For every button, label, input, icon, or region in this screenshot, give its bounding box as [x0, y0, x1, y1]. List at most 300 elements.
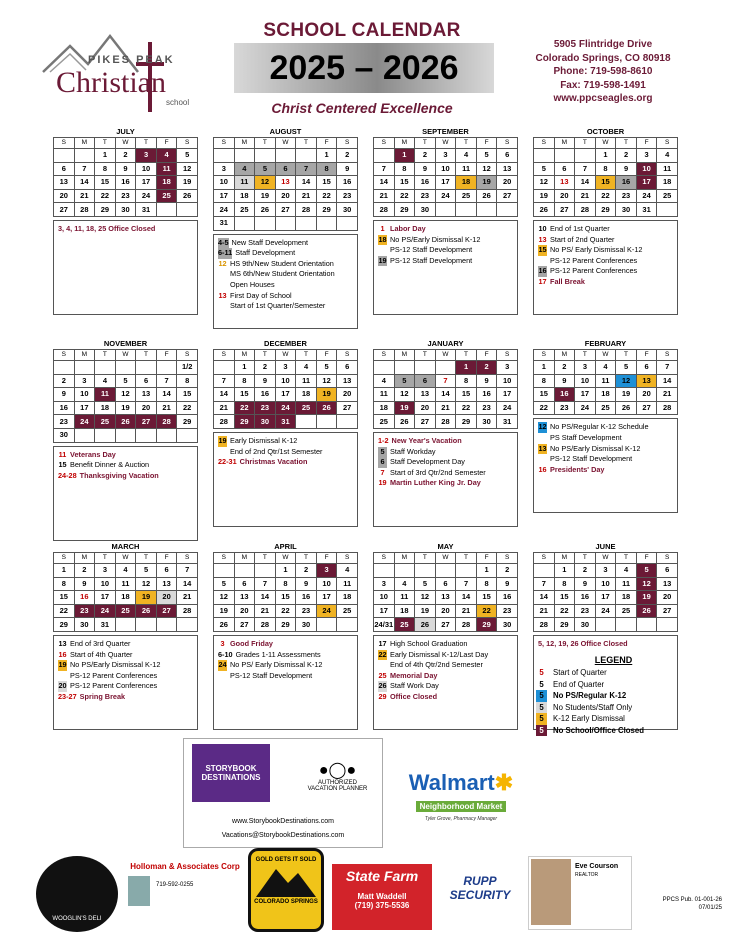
week-row	[534, 203, 678, 217]
day-cell: 20	[275, 189, 296, 203]
day-cell: 24/31	[374, 618, 395, 632]
weekday-header: T	[136, 350, 157, 361]
note-text: Open Houses	[230, 279, 275, 289]
day-cell: 19	[316, 388, 337, 402]
day-cell: 23	[255, 401, 276, 415]
day-cell: 29	[394, 203, 415, 217]
week-row	[534, 162, 678, 176]
day-cell	[214, 361, 235, 375]
day-cell: 6	[657, 564, 678, 578]
note-line	[58, 471, 193, 482]
note-line	[538, 245, 673, 256]
day-cell: 2	[74, 564, 95, 578]
day-cell	[374, 149, 395, 163]
day-cell: 4	[296, 361, 317, 375]
note-date: 19	[378, 255, 387, 265]
day-cell	[296, 216, 317, 230]
note-line	[58, 460, 193, 471]
day-cell: 15	[456, 388, 477, 402]
day-cell: 27	[54, 203, 75, 217]
day-cell: 28	[456, 618, 477, 632]
weekday-header: T	[136, 553, 157, 564]
week-row	[214, 388, 358, 402]
day-cell	[115, 428, 136, 442]
month-february	[533, 338, 678, 513]
day-cell: 21	[534, 604, 555, 618]
storybook-email[interactable]: Vacations@StorybookDestinations.com	[221, 832, 345, 839]
day-cell: 7	[214, 374, 235, 388]
week-row	[374, 149, 518, 163]
day-cell: 6	[415, 374, 436, 388]
day-cell: 16	[54, 401, 75, 415]
week-row	[214, 361, 358, 375]
month-january	[373, 338, 518, 527]
day-cell: 12	[476, 162, 497, 176]
day-cell: 8	[456, 374, 477, 388]
day-cell	[636, 618, 657, 632]
day-cell: 13	[136, 388, 157, 402]
day-cell	[234, 149, 255, 163]
week-row	[54, 149, 198, 163]
year-text: 2025 – 2026	[269, 48, 459, 87]
weekday-header: T	[575, 138, 596, 149]
day-cell: 11	[337, 577, 358, 591]
weekday-header: W	[115, 138, 136, 149]
note-date: 7	[380, 467, 385, 477]
day-cell: 7	[255, 577, 276, 591]
month-name: AUGUST	[269, 127, 302, 136]
day-cell: 12	[394, 388, 415, 402]
weekday-header: W	[595, 553, 616, 564]
day-cell: 29	[476, 618, 497, 632]
walmart-sub: Neighborhood Market	[416, 801, 507, 812]
note-date: 15	[538, 245, 547, 255]
week-row	[214, 415, 358, 429]
note-text: No PS/Early Dismissal K-12	[70, 660, 161, 670]
day-cell: 5	[115, 374, 136, 388]
day-cell: 13	[156, 577, 177, 591]
legend-swatch: 5	[536, 702, 547, 714]
weekday-header: S	[497, 553, 518, 564]
day-cell: 16	[255, 388, 276, 402]
disney-line1: AUTHORIZED	[318, 780, 357, 786]
day-cell	[255, 216, 276, 230]
day-cell: 8	[394, 162, 415, 176]
note-date: 26	[378, 681, 387, 691]
day-cell: 22	[456, 401, 477, 415]
month-notes	[533, 220, 678, 315]
day-cell: 25	[156, 189, 177, 203]
day-cell: 20	[234, 604, 255, 618]
month-name: OCTOBER	[586, 127, 625, 136]
day-cell: 19	[476, 176, 497, 190]
month-september	[373, 126, 518, 315]
note-text: Grades 1-11 Assessments	[235, 649, 321, 659]
day-cell: 7	[575, 162, 596, 176]
note-text: PS-12 Staff Development	[390, 245, 473, 255]
week-row	[54, 591, 198, 605]
weekday-header: S	[54, 553, 75, 564]
day-cell: 30	[74, 618, 95, 632]
month-notes	[373, 635, 518, 730]
week-row	[374, 591, 518, 605]
day-cell: 29	[177, 415, 198, 429]
weekday-header: S	[214, 138, 235, 149]
note-line	[218, 436, 353, 447]
day-cell: 10	[214, 176, 235, 190]
note-date: 15	[58, 460, 67, 470]
day-cell: 13	[636, 374, 657, 388]
day-cell: 26	[115, 415, 136, 429]
day-cell: 19	[115, 401, 136, 415]
month-table	[53, 552, 198, 632]
day-cell: 9	[476, 374, 497, 388]
day-cell: 23	[497, 604, 518, 618]
legend-label: No Students/Staff Only	[553, 702, 633, 712]
week-row	[534, 577, 678, 591]
weekday-header: S	[534, 350, 555, 361]
note-line	[58, 692, 193, 703]
day-cell: 12	[136, 577, 157, 591]
legend-rows	[536, 667, 691, 736]
weekday-header: S	[374, 138, 395, 149]
note-line	[538, 454, 673, 465]
note-date: 12	[538, 422, 547, 432]
note-date: 23-27	[58, 691, 77, 701]
weekday-header: T	[95, 138, 116, 149]
day-cell: 13	[435, 591, 456, 605]
weekday-header: T	[456, 138, 477, 149]
day-cell: 22	[534, 401, 555, 415]
day-cell: 6	[156, 564, 177, 578]
day-cell	[296, 149, 317, 163]
day-cell: 14	[435, 388, 456, 402]
month-notes	[213, 432, 358, 527]
day-cell	[95, 361, 116, 375]
storybook-line2: DESTINATIONS	[201, 773, 261, 782]
weekday-header: T	[136, 138, 157, 149]
week-row	[54, 577, 198, 591]
day-cell	[115, 618, 136, 632]
weekday-header: M	[74, 138, 95, 149]
day-cell: 24	[497, 401, 518, 415]
day-cell: 22	[177, 401, 198, 415]
week-row	[214, 618, 358, 632]
day-cell: 24	[74, 415, 95, 429]
note-line	[378, 468, 513, 479]
day-cell: 14	[74, 176, 95, 190]
day-cell: 18	[95, 401, 116, 415]
day-cell: 3	[316, 564, 337, 578]
week-row	[214, 149, 358, 163]
day-cell: 1	[554, 564, 575, 578]
weekday-header: F	[636, 350, 657, 361]
note-text: No PS/Early Dismissal K-12	[550, 443, 641, 453]
day-cell: 21	[156, 401, 177, 415]
realtor-name: Eve Courson	[575, 863, 619, 870]
month-table	[213, 349, 358, 429]
note-line	[58, 671, 193, 682]
day-cell: 13	[54, 176, 75, 190]
day-cell	[177, 428, 198, 442]
weekday-header: M	[234, 350, 255, 361]
day-cell: 26	[636, 604, 657, 618]
day-cell: 6	[497, 149, 518, 163]
day-cell: 30	[296, 618, 317, 632]
weekday-header: F	[476, 553, 497, 564]
note-text: First Day of School	[230, 290, 292, 300]
day-cell: 2	[296, 564, 317, 578]
day-cell: 27	[275, 203, 296, 217]
day-cell: 14	[456, 591, 477, 605]
weekday-header: M	[234, 138, 255, 149]
note-text: New Year's Vacation	[391, 435, 462, 445]
weekday-header: M	[394, 138, 415, 149]
day-cell: 31	[214, 216, 235, 230]
day-cell: 15	[595, 176, 616, 190]
day-cell: 22	[316, 189, 337, 203]
day-cell: 28	[575, 203, 596, 217]
day-cell: 27	[435, 618, 456, 632]
week-row	[214, 216, 358, 230]
day-cell: 6	[54, 162, 75, 176]
day-cell	[136, 361, 157, 375]
day-cell	[657, 618, 678, 632]
week-row	[374, 374, 518, 388]
day-cell: 2	[415, 149, 436, 163]
day-cell	[316, 618, 337, 632]
legend-item	[536, 667, 691, 679]
note-line	[538, 433, 673, 444]
note-line	[58, 639, 193, 650]
realtor-ad	[528, 856, 632, 930]
week-row	[374, 401, 518, 415]
day-cell: 3	[374, 577, 395, 591]
month-name: JULY	[116, 127, 135, 136]
day-cell: 22	[95, 189, 116, 203]
note-line	[378, 256, 513, 267]
day-cell: 11	[456, 162, 477, 176]
month-table	[533, 552, 678, 632]
disney-line2: VACATION PLANNER	[307, 786, 368, 792]
note-line	[218, 280, 353, 291]
note-date: 10	[538, 223, 547, 233]
month-notes	[373, 220, 518, 315]
weekday-header: W	[275, 553, 296, 564]
day-cell: 18	[456, 176, 477, 190]
holloman-name: Holloman & Associates Corp	[130, 862, 240, 871]
weekday-header: F	[476, 138, 497, 149]
day-cell: 23	[554, 401, 575, 415]
weekday-header: T	[456, 553, 477, 564]
day-cell: 26	[616, 401, 637, 415]
weekday-header: W	[115, 553, 136, 564]
day-cell: 25	[456, 189, 477, 203]
month-notes	[213, 234, 358, 329]
week-row	[54, 564, 198, 578]
day-cell	[177, 203, 198, 217]
weekday-header: S	[497, 138, 518, 149]
note-text: End of 1st Quarter	[550, 223, 610, 233]
spark-icon: ✱	[494, 770, 514, 795]
month-table	[213, 137, 358, 231]
note-date: 22-31	[218, 457, 237, 467]
day-cell	[156, 428, 177, 442]
day-cell: 8	[177, 374, 198, 388]
day-cell: 1	[476, 564, 497, 578]
day-cell: 22	[595, 189, 616, 203]
day-cell: 31	[497, 415, 518, 429]
day-cell: 10	[95, 577, 116, 591]
fax-line: Fax: 719-598-1491	[560, 79, 646, 91]
note-date: 4-5	[218, 237, 229, 247]
weekday-header: T	[415, 138, 436, 149]
realtor-role: REALTOR	[575, 872, 599, 878]
day-cell	[234, 216, 255, 230]
weekday-header: T	[95, 553, 116, 564]
day-cell: 24	[636, 189, 657, 203]
week-row	[214, 189, 358, 203]
day-cell	[177, 618, 198, 632]
day-cell: 11	[95, 388, 116, 402]
day-cell: 2	[54, 374, 75, 388]
day-cell: 23	[54, 415, 75, 429]
day-cell: 23	[415, 189, 436, 203]
weekday-header: F	[316, 553, 337, 564]
day-cell: 26	[476, 189, 497, 203]
day-cell: 30	[255, 415, 276, 429]
month-august	[213, 126, 358, 329]
month-notes	[533, 418, 678, 513]
day-cell	[214, 149, 235, 163]
day-cell: 23	[616, 189, 637, 203]
day-cell: 20	[54, 189, 75, 203]
note-text: 3, 4, 11, 18, 25 Office Closed	[58, 223, 156, 233]
wooglins-text: WOOGLIN'S DELI	[52, 916, 102, 922]
golds-top: GOLD GETS IT SOLD	[255, 857, 317, 863]
day-cell: 30	[497, 618, 518, 632]
note-text: Memorial Day	[390, 670, 438, 680]
day-cell: 12	[177, 162, 198, 176]
week-row	[534, 176, 678, 190]
legend-swatch: 5	[536, 725, 547, 737]
day-cell: 28	[657, 401, 678, 415]
day-cell: 7	[657, 361, 678, 375]
note-text: Benefit Dinner & Auction	[70, 460, 150, 470]
city-line: Colorado Springs, CO 80918	[535, 52, 671, 64]
note-date: 16	[538, 464, 547, 474]
note-line	[378, 639, 513, 650]
week-row	[54, 618, 198, 632]
day-cell: 3	[435, 149, 456, 163]
storybook-url[interactable]: www.StorybookDestinations.com	[232, 818, 334, 825]
day-cell: 16	[337, 176, 358, 190]
weekday-header: S	[177, 553, 198, 564]
website-link[interactable]: www.ppcseagles.org	[553, 93, 653, 104]
day-cell: 2	[575, 564, 596, 578]
day-cell: 10	[136, 162, 157, 176]
note-text: Thanksgiving Vacation	[79, 470, 159, 480]
disney-planner-badge	[295, 760, 380, 800]
note-text: PS-12 Staff Development	[390, 255, 473, 265]
day-cell: 23	[296, 604, 317, 618]
day-cell: 27	[415, 415, 436, 429]
weekday-header: W	[595, 350, 616, 361]
note-line	[218, 248, 353, 259]
day-cell: 30	[337, 203, 358, 217]
day-cell: 4	[156, 149, 177, 163]
day-cell: 3	[595, 564, 616, 578]
day-cell: 28	[435, 415, 456, 429]
weekday-header: S	[54, 350, 75, 361]
week-row	[54, 428, 198, 442]
day-cell: 1	[394, 149, 415, 163]
week-row	[54, 189, 198, 203]
day-cell: 29	[316, 203, 337, 217]
note-text: PS-12 Staff Development	[230, 670, 313, 680]
week-row	[54, 361, 198, 375]
week-row	[534, 564, 678, 578]
day-cell: 7	[534, 577, 555, 591]
note-date: 12	[218, 258, 227, 268]
note-text: No PS/Regular K-12 Schedule	[550, 422, 649, 432]
storybook-logo	[192, 744, 270, 802]
day-cell: 22	[476, 604, 497, 618]
day-cell: 1	[234, 361, 255, 375]
day-cell: 3	[497, 361, 518, 375]
month-name: MAY	[437, 542, 454, 551]
day-cell: 12	[115, 388, 136, 402]
note-date: 6	[378, 457, 387, 468]
month-name: SEPTEMBER	[422, 127, 469, 136]
day-cell	[394, 564, 415, 578]
day-cell: 24	[595, 604, 616, 618]
legend-swatch: 5	[539, 668, 544, 677]
day-cell	[296, 415, 317, 429]
note-date: 1	[380, 223, 385, 233]
weekday-header: F	[636, 138, 657, 149]
week-row	[214, 564, 358, 578]
day-cell	[415, 361, 436, 375]
agent-photo	[128, 876, 150, 906]
day-cell: 17	[435, 176, 456, 190]
day-cell	[316, 216, 337, 230]
day-cell: 5	[214, 577, 235, 591]
golds-bottom: COLORADO SPRINGS	[254, 899, 318, 905]
day-cell: 10	[435, 162, 456, 176]
day-cell	[394, 361, 415, 375]
day-cell: 5	[177, 149, 198, 163]
day-cell	[275, 216, 296, 230]
walmart-tagline: Tyler Grove, Pharmacy Manager	[424, 816, 498, 822]
day-cell	[476, 203, 497, 217]
day-cell: 17	[595, 591, 616, 605]
day-cell: 9	[54, 388, 75, 402]
day-cell: 26	[394, 415, 415, 429]
day-cell: 22	[234, 401, 255, 415]
month-november	[53, 338, 198, 541]
legend-item	[536, 690, 691, 702]
day-cell: 18	[115, 591, 136, 605]
legend	[536, 655, 691, 736]
week-row	[534, 604, 678, 618]
day-cell: 4	[456, 149, 477, 163]
day-cell: 10	[374, 591, 395, 605]
month-name: APRIL	[274, 542, 297, 551]
day-cell: 12	[214, 591, 235, 605]
week-row	[374, 415, 518, 429]
month-table	[53, 349, 198, 443]
